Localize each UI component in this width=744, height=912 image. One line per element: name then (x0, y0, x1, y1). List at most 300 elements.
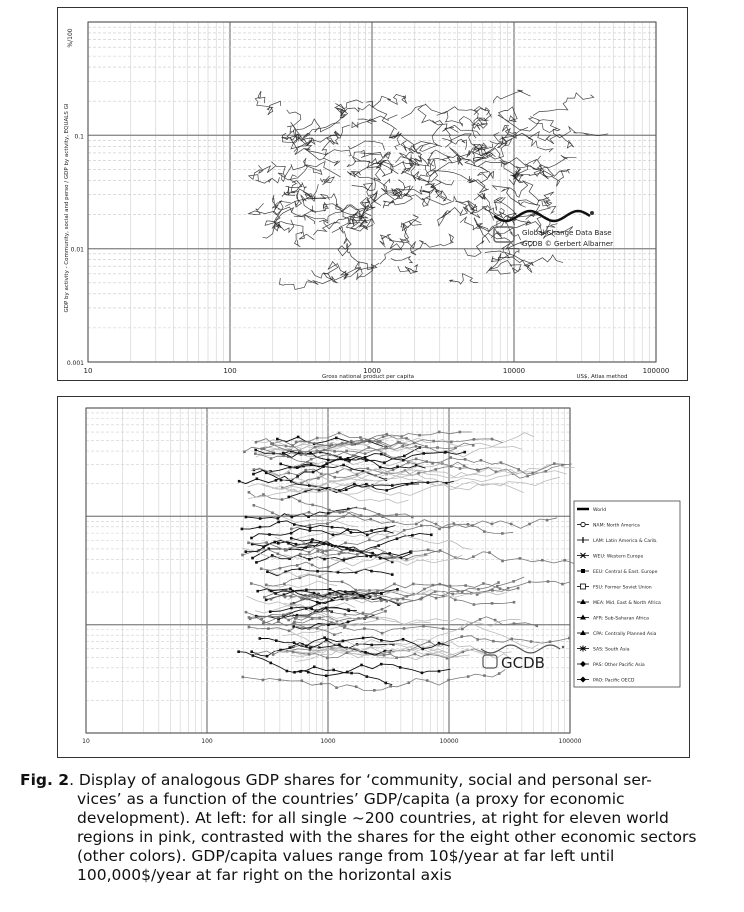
region-trace (243, 670, 506, 691)
trace-marker (258, 637, 261, 640)
x-tick-label: 1000 (320, 738, 336, 745)
trace-marker (498, 672, 501, 675)
trace-marker (403, 529, 406, 532)
trace-marker (339, 456, 342, 459)
country-trace (399, 234, 453, 255)
trace-marker (305, 589, 308, 592)
x-tick-label: 100 (201, 738, 213, 745)
legend-frame (574, 501, 680, 687)
trace-marker (260, 567, 263, 570)
trace-marker (328, 445, 331, 448)
watermark-box-icon (483, 655, 497, 668)
caption-label: Fig. 2 (20, 771, 70, 789)
trace-marker (396, 537, 399, 540)
trace-marker (501, 560, 504, 563)
trace-marker (287, 449, 290, 452)
trace-marker (383, 654, 386, 657)
trace-marker (510, 638, 513, 641)
trace-marker (287, 619, 290, 622)
trace-marker (449, 456, 452, 459)
trace-marker (331, 544, 334, 547)
trace-marker (563, 559, 566, 562)
trace-marker (308, 558, 311, 561)
trace-marker (309, 527, 312, 530)
trace-marker (436, 446, 439, 449)
trace-marker (568, 637, 571, 640)
trace-marker (408, 681, 411, 684)
trace-marker (311, 538, 314, 541)
trace-marker (335, 437, 338, 440)
trace-marker (310, 463, 313, 466)
trace-marker (457, 590, 460, 593)
trace-marker (512, 580, 515, 583)
square-open-marker-icon (581, 584, 586, 589)
trace-marker (370, 570, 373, 573)
trace-marker (380, 663, 383, 666)
trace-marker (377, 544, 380, 547)
trace-marker (432, 440, 435, 443)
trace-marker (305, 453, 308, 456)
trace-marker (248, 626, 251, 629)
trace-marker (392, 469, 395, 472)
trace-marker (284, 549, 287, 552)
trace-marker (491, 523, 494, 526)
trace-marker (351, 443, 354, 446)
trace-marker (344, 542, 347, 545)
trace-marker (298, 500, 301, 503)
trace-marker (333, 633, 336, 636)
trace-marker (483, 674, 486, 677)
trace-marker (332, 534, 335, 537)
trace-marker (450, 441, 453, 444)
country-trace (320, 176, 334, 185)
trace-marker (384, 529, 387, 532)
trace-marker (463, 464, 466, 467)
trace-marker (272, 442, 275, 445)
trace-marker (435, 523, 438, 526)
x-unit-label: US$, Atlas method (576, 374, 628, 380)
trace-marker (344, 613, 347, 616)
trace-marker (442, 595, 445, 598)
trace-marker (290, 480, 293, 483)
country-trace (312, 268, 375, 284)
chart-regions-svg (58, 397, 689, 757)
country-trace (442, 138, 466, 149)
trace-marker (346, 598, 349, 601)
trace-marker (461, 628, 464, 631)
trace-marker (488, 551, 491, 554)
country-trace (354, 150, 381, 157)
trace-marker (513, 622, 516, 625)
trace-marker (262, 679, 265, 682)
trace-marker (276, 552, 279, 555)
trace-marker (346, 671, 349, 674)
trace-marker (421, 672, 424, 675)
trace-marker (274, 592, 277, 595)
trace-marker (262, 546, 265, 549)
trace-marker (256, 590, 259, 593)
trace-marker (307, 515, 310, 518)
trace-marker (535, 625, 538, 628)
trace-marker (282, 452, 285, 455)
country-trace (486, 260, 521, 273)
trace-marker (327, 566, 330, 569)
trace-marker (283, 583, 286, 586)
trace-marker (290, 516, 293, 519)
country-trace (502, 158, 538, 167)
trace-marker (326, 657, 329, 660)
trace-marker (327, 459, 330, 462)
trace-marker (353, 515, 356, 518)
trace-marker (304, 469, 307, 472)
square-marker-icon (581, 569, 585, 573)
trace-marker (397, 441, 400, 444)
trace-marker (316, 601, 319, 604)
trace-marker (259, 517, 262, 520)
trace-marker (510, 523, 513, 526)
trace-marker (422, 625, 425, 628)
trace-marker (279, 463, 282, 466)
trace-marker (311, 504, 314, 507)
trace-marker (342, 559, 345, 562)
trace-marker (316, 449, 319, 452)
trace-marker (421, 648, 424, 651)
x-tick-label: 10000 (502, 367, 526, 375)
trace-marker (438, 431, 441, 434)
trace-marker (260, 448, 263, 451)
trace-marker (513, 601, 516, 604)
trace-marker (316, 570, 319, 573)
trace-marker (308, 551, 311, 554)
trace-marker (392, 520, 395, 523)
trace-marker (373, 689, 376, 692)
x-tick-label: 100 (223, 367, 237, 375)
trace-marker (241, 554, 244, 557)
trace-marker (296, 475, 299, 478)
trace-marker (376, 590, 379, 593)
trace-marker (547, 580, 550, 583)
chart-countries-svg (58, 8, 687, 380)
trace-marker (453, 522, 456, 525)
y-axis-label: GDP by activity - Community, social and perso / GDP by activity, EQUALS GI (64, 103, 70, 313)
trace-marker (402, 638, 405, 641)
trace-marker (265, 599, 268, 602)
trace-marker (347, 609, 350, 612)
y-tick-label: 0.01 (70, 246, 84, 254)
trace-marker (398, 456, 401, 459)
trace-marker (499, 587, 502, 590)
trace-marker (328, 592, 331, 595)
legend-label: LAM: Latin America & Carib. (593, 539, 658, 544)
trace-marker (275, 479, 278, 482)
trace-marker (311, 618, 314, 621)
figure-caption (20, 771, 720, 885)
caption-first-line: . Display of analogous GDP shares for ‘community, social and personal ser- (69, 771, 652, 789)
trace-marker (370, 644, 373, 647)
trace-marker (427, 549, 430, 552)
trace-marker (528, 581, 531, 584)
trace-marker (312, 471, 315, 474)
trace-marker (267, 627, 270, 630)
trace-marker (256, 477, 259, 480)
trace-marker (365, 439, 368, 442)
trace-marker (381, 608, 384, 611)
trace-marker (482, 582, 485, 585)
country-trace (516, 132, 574, 148)
trace-marker (472, 444, 475, 447)
trace-marker (275, 639, 278, 642)
trace-marker (459, 467, 462, 470)
trace-marker (252, 504, 255, 507)
trace-marker (248, 616, 251, 619)
trace-marker (368, 539, 371, 542)
trace-marker (290, 537, 293, 540)
trace-marker (492, 640, 495, 643)
region-traces (237, 431, 576, 692)
trace-marker (442, 627, 445, 630)
trace-marker (255, 652, 258, 655)
trace-marker (345, 450, 348, 453)
trace-marker (415, 445, 418, 448)
trace-marker (313, 666, 316, 669)
trace-marker (369, 518, 372, 521)
trace-marker (451, 593, 454, 596)
trace-marker (287, 496, 290, 499)
trace-marker (331, 526, 334, 529)
x-tick-label: 10 (82, 738, 90, 745)
trace-marker (435, 597, 438, 600)
trace-marker (393, 556, 396, 559)
y-tick-label: 0.1 (74, 133, 84, 141)
country-trace (282, 119, 319, 143)
trace-marker (296, 466, 299, 469)
trace-marker (386, 536, 389, 539)
legend-label: CPA: Centrally Planned Asia (593, 632, 657, 637)
trace-marker (444, 451, 447, 454)
legend-label: FSU: Former Soviet Union (593, 585, 652, 591)
trace-marker (310, 608, 313, 611)
legend-label: NAM: North America (593, 523, 640, 529)
trace-marker (382, 435, 385, 438)
trace-marker (500, 461, 503, 464)
chart-panel-regions (57, 396, 690, 758)
trace-marker (473, 603, 476, 606)
trace-marker (299, 553, 302, 556)
trace-marker (332, 669, 335, 672)
trace-marker (326, 462, 329, 465)
trace-marker (318, 602, 321, 605)
region-trace (295, 664, 451, 676)
trace-marker (251, 557, 254, 560)
trace-marker (479, 618, 482, 621)
trace-marker (266, 570, 269, 573)
trace-marker (360, 514, 363, 517)
trace-marker (288, 472, 291, 475)
trace-marker (308, 441, 311, 444)
trace-marker (391, 573, 394, 576)
trace-marker (271, 554, 274, 557)
trace-marker (415, 523, 418, 526)
country-trace (467, 176, 489, 193)
trace-marker (291, 444, 294, 447)
trace-marker (326, 522, 329, 525)
trace-marker (399, 666, 402, 669)
trace-marker (546, 519, 549, 522)
trace-marker (388, 552, 391, 555)
trace-marker (293, 621, 296, 624)
trace-marker (325, 607, 328, 610)
country-trace (352, 115, 398, 128)
trace-marker (277, 620, 280, 623)
trace-marker (241, 528, 244, 531)
circle-marker-icon (581, 522, 585, 526)
y-unit-label: %/100 (67, 28, 74, 48)
trace-marker (265, 472, 268, 475)
trace-marker (341, 580, 344, 583)
trace-marker (399, 603, 402, 606)
trace-marker (379, 557, 382, 560)
trace-marker (340, 551, 343, 554)
trace-marker (266, 655, 269, 658)
trace-marker (463, 451, 466, 454)
trace-marker (316, 437, 319, 440)
trace-marker (464, 458, 467, 461)
trace-marker (237, 650, 240, 653)
trace-marker (380, 599, 383, 602)
trace-marker (494, 619, 497, 622)
trace-marker (268, 533, 271, 536)
trace-marker (277, 521, 280, 524)
country-trace (404, 193, 474, 214)
trace-marker (350, 531, 353, 534)
trace-marker (430, 534, 433, 537)
trace-marker (310, 458, 313, 461)
trace-marker (276, 438, 279, 441)
trace-marker (342, 640, 345, 643)
trace-marker (300, 679, 303, 682)
trace-marker (393, 583, 396, 586)
trace-marker (333, 450, 336, 453)
trace-marker (476, 638, 479, 641)
trace-marker (339, 511, 342, 514)
trace-marker (473, 438, 476, 441)
trace-marker (384, 453, 387, 456)
trace-marker (366, 534, 369, 537)
trace-marker (483, 530, 486, 533)
trace-marker (422, 452, 425, 455)
chart-legend (574, 501, 680, 687)
trace-marker (366, 675, 369, 678)
trace-marker (263, 447, 266, 450)
trace-marker (411, 516, 414, 519)
trace-marker (391, 484, 394, 487)
country-trace (474, 107, 490, 120)
trace-marker (317, 477, 320, 480)
trace-marker (403, 627, 406, 630)
trace-marker (325, 550, 328, 553)
trace-marker (293, 641, 296, 644)
trace-marker (460, 635, 463, 638)
trace-marker (402, 598, 405, 601)
watermark-title: Global Change Data Base (522, 229, 612, 237)
country-trace (255, 91, 280, 115)
trace-marker (379, 440, 382, 443)
trace-marker (335, 686, 338, 689)
trace-marker (519, 557, 522, 560)
trace-marker (245, 611, 248, 614)
legend-label: SAS: South Asia (593, 647, 630, 653)
trace-marker (248, 491, 251, 494)
trace-marker (355, 685, 358, 688)
trace-marker (454, 599, 457, 602)
trace-marker (271, 511, 274, 514)
legend-label: WEU: Western Europe (593, 554, 644, 560)
trace-marker (395, 656, 398, 659)
x-tick-label: 1000 (363, 367, 381, 375)
trace-marker (418, 434, 421, 437)
trace-marker (425, 445, 428, 448)
trace-marker (330, 621, 333, 624)
trace-marker (250, 582, 253, 585)
trace-marker (396, 588, 399, 591)
trace-marker (350, 672, 353, 675)
trace-marker (307, 627, 310, 630)
trace-marker (255, 441, 258, 444)
trace-marker (270, 457, 273, 460)
chart-panel-countries (57, 7, 688, 381)
trace-marker (376, 441, 379, 444)
trace-marker (384, 447, 387, 450)
trace-marker (367, 467, 370, 470)
trace-marker (421, 597, 424, 600)
trace-marker (242, 676, 245, 679)
legend-label: EEU: Central & East. Europe (593, 570, 658, 575)
trace-marker (259, 526, 262, 529)
trace-marker (454, 447, 457, 450)
trace-marker (561, 583, 564, 586)
trace-marker (365, 615, 368, 618)
trace-marker (263, 596, 266, 599)
watermark-text: GCDB (501, 654, 545, 672)
watermark-dot (590, 211, 594, 215)
trace-marker (507, 587, 510, 590)
region-trace (264, 581, 337, 589)
trace-marker (290, 607, 293, 610)
trace-marker (412, 583, 415, 586)
trace-marker (467, 523, 470, 526)
trace-marker (311, 564, 314, 567)
country-trace (425, 154, 502, 176)
trace-marker (400, 435, 403, 438)
trace-marker (260, 617, 263, 620)
trace-marker (326, 610, 329, 613)
trace-marker (323, 449, 326, 452)
trace-marker (364, 457, 367, 460)
trace-marker (262, 493, 265, 496)
trace-marker (262, 622, 265, 625)
country-trace (288, 182, 318, 197)
trace-marker (530, 640, 533, 643)
country-trace (530, 117, 608, 138)
trace-marker (252, 473, 255, 476)
trace-marker (427, 481, 430, 484)
trace-marker (333, 476, 336, 479)
trace-marker (342, 515, 345, 518)
trace-marker (272, 653, 275, 656)
trace-marker (338, 432, 341, 435)
trace-marker (420, 524, 423, 527)
trace-marker (323, 623, 326, 626)
